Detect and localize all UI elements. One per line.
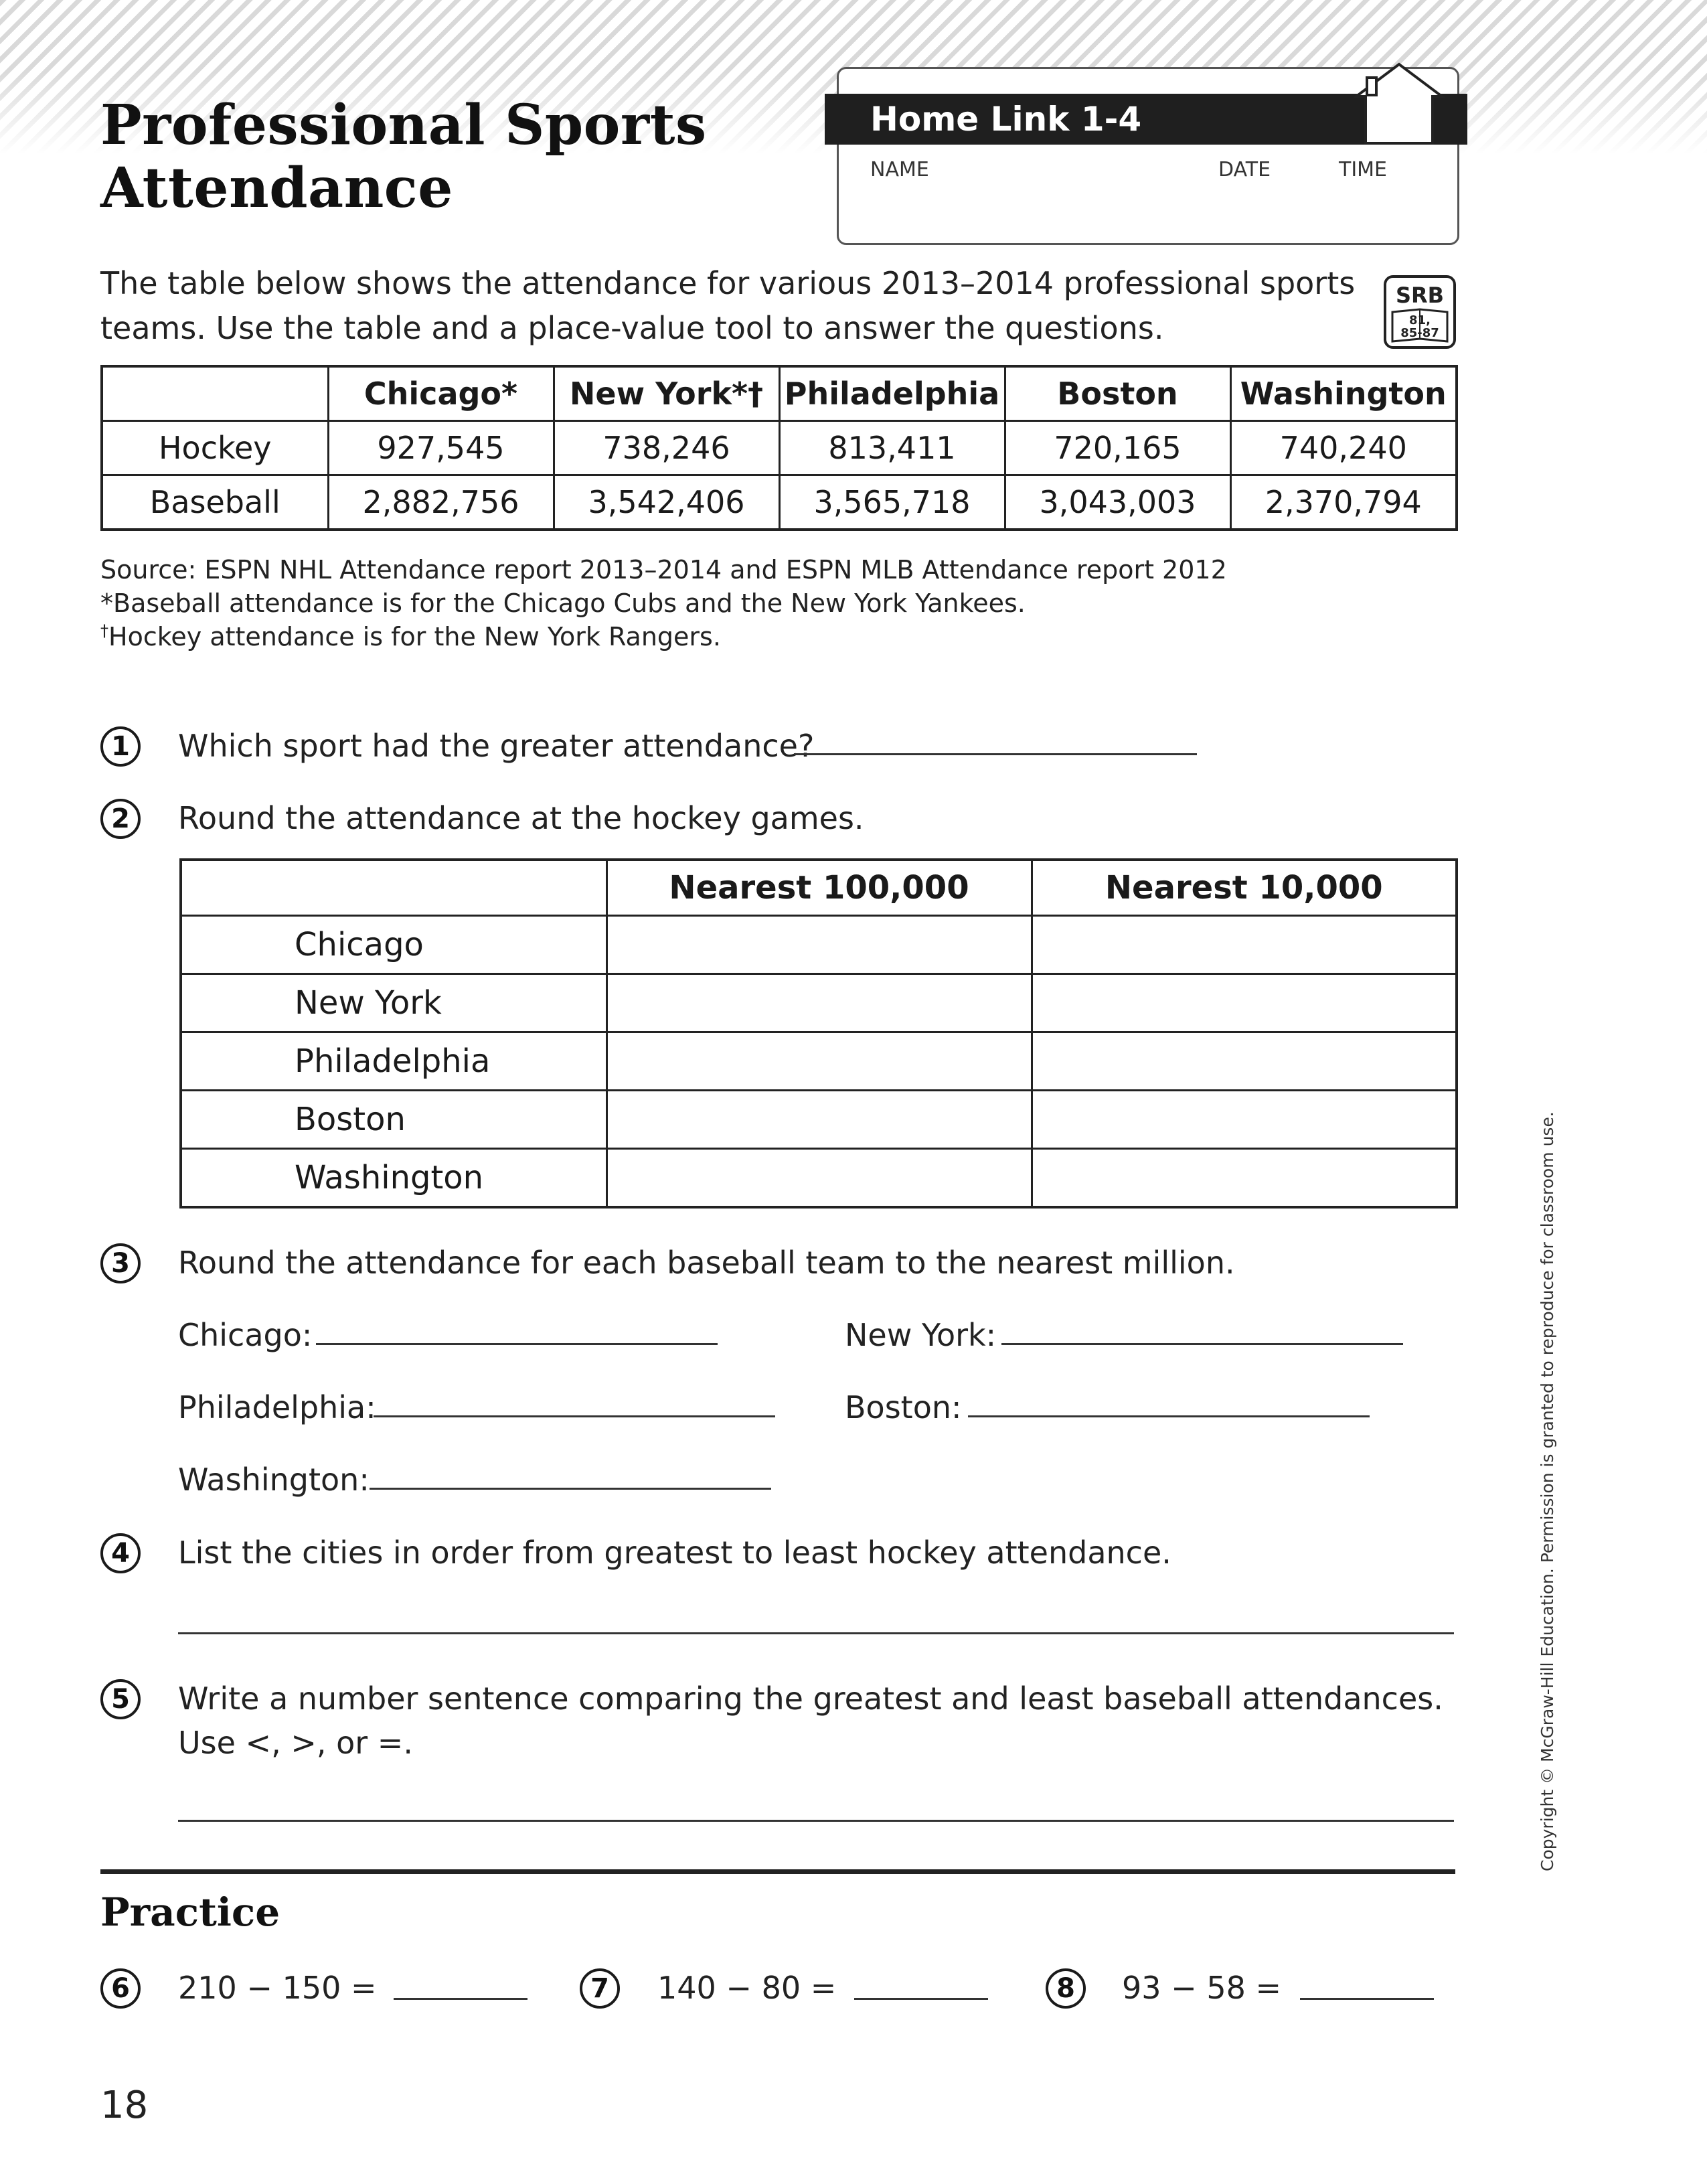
question-3-text: Round the attendance for each baseball team to the nearest million.: [178, 1245, 1235, 1281]
title-line-2: Attendance: [100, 156, 453, 220]
question-5-text-line-1: Write a number sentence comparing the greatest and least baseball attendances.: [178, 1681, 1443, 1717]
house-icon: [1354, 62, 1445, 147]
practice-heading: Practice: [100, 1889, 280, 1935]
answer-cell[interactable]: [606, 1032, 1032, 1091]
q3-answer-line-chicago[interactable]: [316, 1343, 718, 1345]
table-row-baseball: [102, 475, 1457, 530]
name-field-label: NAME: [870, 158, 929, 181]
answer-cell[interactable]: [1032, 1091, 1457, 1149]
answer-cell[interactable]: [606, 916, 1032, 974]
q3-label-chicago: Chicago:: [178, 1317, 313, 1353]
rounding-city-philadelphia: Philadelphia: [181, 1032, 606, 1091]
rounding-header-10000: Nearest 10,000: [1032, 860, 1457, 916]
q3-label-philadelphia: Philadelphia:: [178, 1389, 376, 1425]
answer-cell[interactable]: [1032, 1032, 1457, 1091]
question-5-answer-line[interactable]: [178, 1820, 1454, 1822]
table-row: [181, 1091, 1457, 1149]
rounding-header-row: [181, 860, 1457, 916]
section-divider: [100, 1869, 1455, 1874]
page-title: [100, 94, 707, 220]
practice-6-number: 6: [100, 1968, 141, 2009]
table-cell: 2,882,756: [328, 475, 554, 530]
table-row: [181, 974, 1457, 1032]
question-4-number: 4: [100, 1533, 141, 1573]
table-row: [181, 1032, 1457, 1091]
table-cell: 813,411: [779, 421, 1005, 475]
question-4-answer-line[interactable]: [178, 1632, 1454, 1634]
table-cell: 3,542,406: [554, 475, 779, 530]
practice-7-expression: 140 − 80 =: [657, 1970, 837, 2006]
table-cell: 3,565,718: [779, 475, 1005, 530]
practice-6-answer-line[interactable]: [394, 1998, 527, 2000]
answer-cell[interactable]: [1032, 916, 1457, 974]
q3-label-washington: Washington:: [178, 1462, 370, 1498]
header-cell-new-york: New York*†: [554, 366, 779, 421]
rounding-header-100000: Nearest 100,000: [606, 860, 1032, 916]
header-cell-washington: Washington: [1230, 366, 1457, 421]
question-2-text: Round the attendance at the hockey games.: [178, 800, 864, 836]
question-3-number: 3: [100, 1243, 141, 1283]
question-1-answer-line[interactable]: [794, 753, 1197, 755]
attendance-header-row: [102, 366, 1457, 421]
srb-pages-1: 81,: [1409, 313, 1431, 327]
table-cell: 927,545: [328, 421, 554, 475]
q3-label-boston: Boston:: [845, 1389, 962, 1425]
answer-cell[interactable]: [606, 1091, 1032, 1149]
star-note: *Baseball attendance is for the Chicago Cubs and the New York Yankees.: [100, 589, 1026, 618]
table-notes: [100, 553, 1227, 653]
answer-cell[interactable]: [1032, 974, 1457, 1032]
dagger-note: [100, 620, 1227, 653]
home-link-label: Home Link 1-4: [870, 100, 1142, 139]
practice-6-expression: 210 − 150 =: [178, 1970, 377, 2006]
rounding-city-chicago: Chicago: [181, 916, 606, 974]
header-cell-blank: [102, 366, 328, 421]
answer-cell[interactable]: [606, 974, 1032, 1032]
q3-answer-line-philadelphia[interactable]: [374, 1415, 775, 1417]
table-cell: 2,370,794: [1230, 475, 1457, 530]
rounding-city-washington: Washington: [181, 1149, 606, 1208]
row-label-hockey: Hockey: [102, 421, 328, 475]
title-line-1: Professional Sports: [100, 93, 707, 157]
question-4-text: List the cities in order from greatest to least hockey attendance.: [178, 1535, 1171, 1571]
rounding-header-blank: [181, 860, 606, 916]
attendance-table: [100, 365, 1458, 531]
table-row: [181, 916, 1457, 974]
row-label-baseball: Baseball: [102, 475, 328, 530]
practice-8-number: 8: [1046, 1968, 1086, 2009]
header-cell-chicago: Chicago*: [328, 366, 554, 421]
time-field-label: TIME: [1339, 158, 1388, 181]
answer-cell[interactable]: [1032, 1149, 1457, 1208]
table-cell: 738,246: [554, 421, 779, 475]
question-2-number: 2: [100, 799, 141, 839]
q3-label-new-york: New York:: [845, 1317, 997, 1353]
table-cell: 3,043,003: [1005, 475, 1230, 530]
intro-paragraph: The table below shows the attendance for various 2013–2014 professional sports teams. Use the table and a place-value tool to answer the questions.: [100, 265, 1356, 346]
practice-8-answer-line[interactable]: [1300, 1998, 1434, 2000]
q3-answer-line-washington[interactable]: [370, 1488, 771, 1490]
source-note: Source: ESPN NHL Attendance report 2013–2014 and ESPN MLB Attendance report 2012: [100, 555, 1227, 584]
table-row: [181, 1149, 1457, 1208]
srb-title: SRB: [1395, 283, 1445, 308]
table-cell: 720,165: [1005, 421, 1230, 475]
question-5-text-line-2: Use <, >, or =.: [178, 1725, 413, 1761]
rounding-city-boston: Boston: [181, 1091, 606, 1149]
question-1-text: Which sport had the greater attendance?: [178, 728, 815, 764]
header-cell-philadelphia: Philadelphia: [779, 366, 1005, 421]
dagger-mark: †: [100, 621, 108, 640]
practice-7-number: 7: [580, 1968, 620, 2009]
table-row-hockey: [102, 421, 1457, 475]
dagger-note-text: Hockey attendance is for the New York Rangers.: [108, 622, 721, 651]
rounding-table: [179, 858, 1458, 1208]
answer-cell[interactable]: [606, 1149, 1032, 1208]
q3-answer-line-new-york[interactable]: [1001, 1343, 1403, 1345]
practice-7-answer-line[interactable]: [854, 1998, 988, 2000]
q3-answer-line-boston[interactable]: [968, 1415, 1370, 1417]
srb-book-icon: [1383, 275, 1457, 349]
date-field-label: DATE: [1218, 158, 1271, 181]
header-cell-boston: Boston: [1005, 366, 1230, 421]
srb-pages-2: 85-87: [1400, 326, 1439, 340]
question-5-number: 5: [100, 1679, 141, 1719]
copyright-notice: Copyright © McGraw-Hill Education. Permission is granted to reproduce for classroom use.: [1538, 1111, 1557, 1871]
rounding-city-new-york: New York: [181, 974, 606, 1032]
page-number: 18: [100, 2084, 149, 2127]
table-cell: 740,240: [1230, 421, 1457, 475]
question-1-number: 1: [100, 726, 141, 767]
practice-8-expression: 93 − 58 =: [1122, 1970, 1282, 2006]
